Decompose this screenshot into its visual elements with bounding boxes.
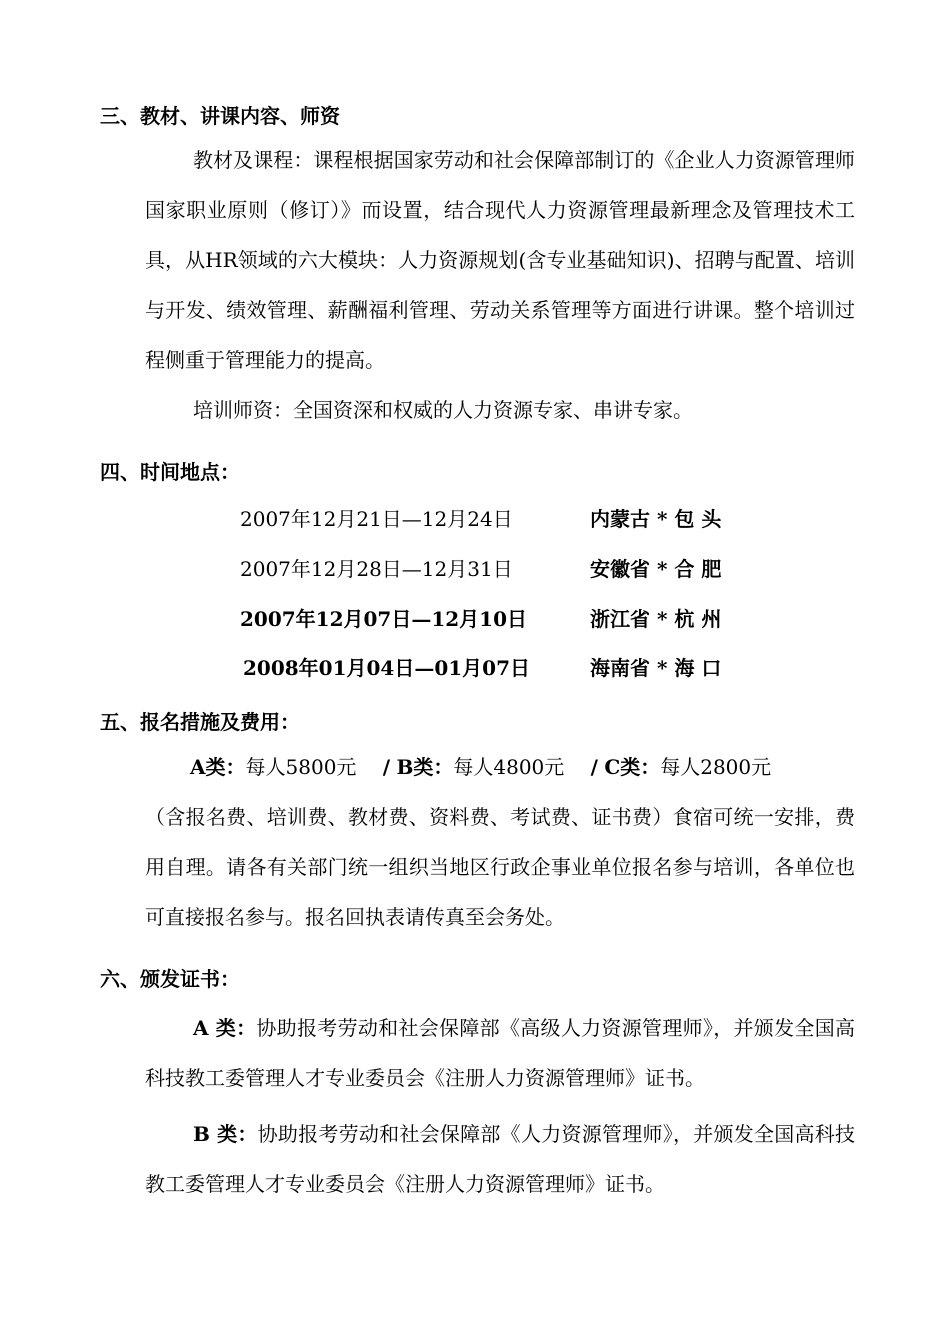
cert-b-para xyxy=(145,1109,855,1209)
schedule-row xyxy=(0,544,950,594)
cert-a-label: A 类： xyxy=(193,1016,257,1040)
fee-b-text: 每人4800元 xyxy=(453,755,565,779)
fee-c-label: C类： xyxy=(604,755,661,779)
section3-heading: 三、教材、讲课内容、师资 xyxy=(100,104,340,128)
schedule-date: 2008年01月04日—01月07日 xyxy=(243,656,530,680)
fee-separator: / xyxy=(382,755,391,779)
schedule-date: 2007年12月07日—12月10日 xyxy=(240,607,527,631)
schedule-date: 2007年12月21日—12月24日 xyxy=(240,507,513,531)
schedule-date: 2007年12月28日—12月31日 xyxy=(240,557,513,581)
schedule-row xyxy=(0,494,950,544)
schedule-place: 海南省 * 海 口 xyxy=(590,656,722,680)
fee-c-text: 每人2800元 xyxy=(660,755,772,779)
schedule-row xyxy=(0,643,950,693)
schedule-place: 内蒙古 * 包 头 xyxy=(590,507,722,531)
cert-b-label: B 类： xyxy=(193,1122,258,1146)
schedule-place: 浙江省 * 杭 州 xyxy=(590,607,722,631)
section3-para2 xyxy=(145,385,855,435)
section3-para1 xyxy=(145,135,855,385)
section4-heading: 四、时间地点： xyxy=(100,460,240,484)
section3-para1-text: 教材及课程：课程根据国家劳动和社会保障部制订的《企业人力资源管理师国家职业原则（修订）》而设置，结合现代人力资源管理最新理念及管理技术工具，从HR领域的六大模块：人力资源规划(含专业基础知识)、招聘与配置、培训与开发、绩效管理、薪酬福利管理、劳动关系管理等方面进行讲课。整个培训过程侧重于管理能力的提高。 xyxy=(145,148,855,372)
cert-a-text: 协助报考劳动和社会保障部《高级人力资源管理师》，并颁发全国高科技教工委管理人才专业委员会《注册人力资源管理师》证书。 xyxy=(145,1016,855,1090)
cert-b-text: 协助报考劳动和社会保障部《人力资源管理师》，并颁发全国高科技教工委管理人才专业委员会《注册人力资源管理师》证书。 xyxy=(145,1122,856,1196)
fee-a-text: 每人5800元 xyxy=(245,755,357,779)
fee-separator: / xyxy=(590,755,598,779)
section6-heading: 六、颁发证书： xyxy=(100,967,240,991)
fee-a-label: A类： xyxy=(190,755,246,779)
fees-line xyxy=(190,742,771,792)
section5-para: （含报名费、培训费、教材费、资料费、考试费、证书费）食宿可统一安排，费用自理。请各有关部门统一组织当地区行政企事业单位报名参与培训，各单位也可直接报名参与。报名回执表请传真至会务处。 xyxy=(145,805,855,929)
fee-b-label: B类： xyxy=(396,755,454,779)
section3-para2-text: 培训师资：全国资深和权威的人力资源专家、串讲专家。 xyxy=(193,398,693,422)
cert-a-para xyxy=(145,1003,855,1103)
section5-heading: 五、报名措施及费用： xyxy=(100,710,300,734)
schedule-row xyxy=(0,594,950,644)
schedule-place: 安徽省 * 合 肥 xyxy=(590,557,722,581)
